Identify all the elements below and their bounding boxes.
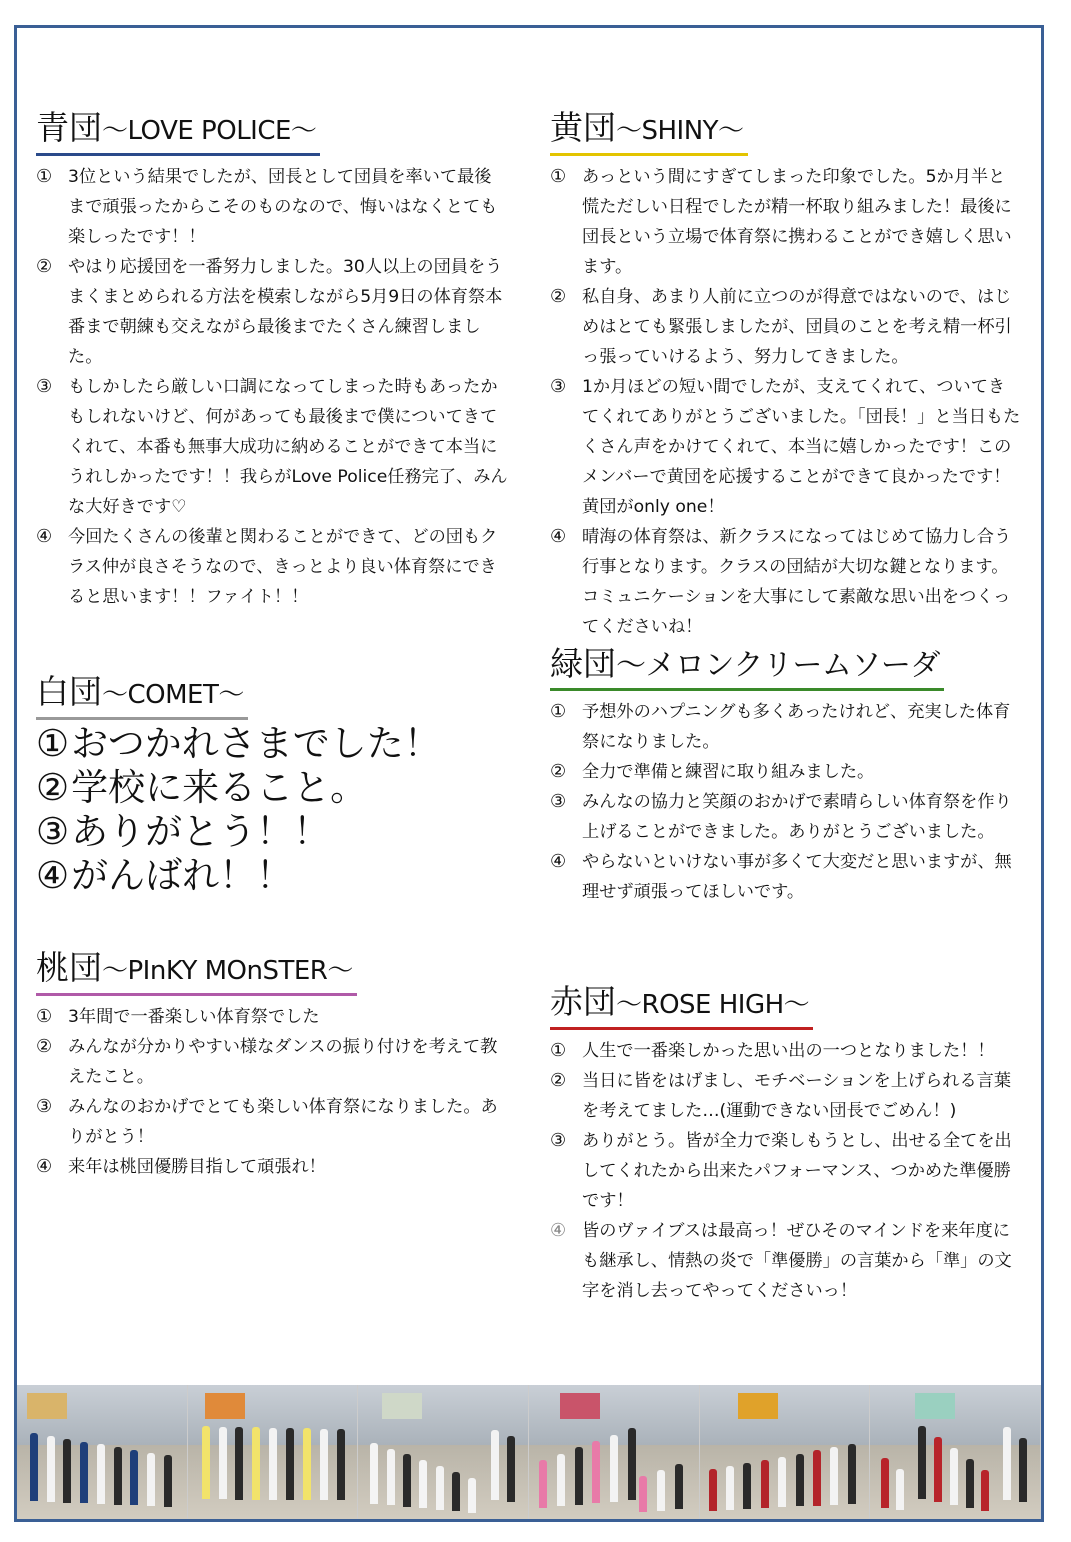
answer-number: ④: [550, 1220, 567, 1241]
white-team-title: [36, 672, 248, 720]
yellow-team-title: [550, 108, 748, 156]
photo-person: [219, 1427, 227, 1500]
photo-background: [700, 1385, 870, 1445]
answer-item: [550, 282, 1022, 372]
photo-person: [796, 1454, 804, 1507]
photo-person: [896, 1469, 904, 1510]
answer-text: ありがとう！！: [71, 810, 331, 853]
answer-text: 3位という結果でしたが、団長として団員を率いて最後まで頑張ったからこそのものなので、悔いはなくとても楽しったです！！: [68, 167, 498, 247]
white-team-title-en: 〜COMET〜: [102, 680, 244, 710]
photo-person: [743, 1463, 751, 1509]
yellow-team-title-en: 〜SHINY〜: [616, 116, 744, 146]
red-team-title: [550, 982, 813, 1030]
answer-text: 来年は桃団優勝目指して頑張れ！: [68, 1157, 326, 1177]
photo-person: [848, 1444, 856, 1504]
answer-number: ③: [550, 1130, 567, 1151]
photo-person: [337, 1429, 345, 1500]
answer-text: 今回たくさんの後輩と関わることができて、どの団もクラス仲が良さそうなので、きっとより良い体育祭にできると思います！！ファイト！！: [68, 527, 498, 607]
photo-person: [114, 1447, 122, 1505]
answer-number: ②: [36, 256, 53, 277]
answer-text: 学校に来ること。: [71, 766, 368, 809]
answer-item: [36, 1002, 508, 1032]
answer-number: ④: [36, 526, 53, 547]
answer-item: [36, 252, 508, 372]
photo-person: [269, 1428, 277, 1500]
answer-text: 3年間で一番楽しい体育祭でした: [68, 1007, 320, 1027]
photo-person: [320, 1429, 328, 1500]
answer-number: ①: [36, 166, 53, 187]
pink-team-section: [36, 948, 508, 1182]
photo-person: [403, 1454, 411, 1506]
blue-team-title-jp: 青団: [36, 108, 102, 147]
answer-text: 人生で一番楽しかった思い出の一つとなりました！！: [582, 1041, 995, 1061]
photo-person: [557, 1454, 565, 1507]
answer-number: ②: [550, 286, 567, 307]
red-team-answers: [550, 1036, 1022, 1306]
photo-person: [30, 1433, 38, 1501]
answer-number: ④: [550, 526, 567, 547]
photo-person: [966, 1459, 974, 1508]
photo-person: [657, 1470, 665, 1511]
white-team-answers: [36, 722, 508, 898]
answer-text: みんなのおかげでとても楽しい体育祭になりました。ありがとう！: [68, 1097, 498, 1147]
answer-item: [36, 162, 508, 252]
photo-person: [981, 1470, 989, 1511]
answer-number: ②: [36, 766, 70, 809]
blue-team-answers: [36, 162, 508, 612]
photo-person: [639, 1476, 647, 1512]
yellow-team-title-jp: 黄団: [550, 108, 616, 147]
answer-text: やはり応援団を一番努力しました。30人以上の団員をうまくまとめられる方法を模索しながら5月9日の体育祭本番まで朝練も交えながら最後までたくさん練習しました。: [68, 257, 503, 367]
white-team-title-jp: 白団: [36, 672, 102, 711]
answer-text: 1か月ほどの短い間でしたが、支えてくれて、ついてきてくれてありがとうございました。「団長！」と当日もたくさん声をかけてくれて、本当に嬉しかったです！このメンバーで黄団を応援することができて良かったです！黄団がonly one！: [582, 377, 1021, 517]
photo-person: [950, 1448, 958, 1505]
photo-person: [592, 1441, 600, 1503]
photo-person: [918, 1426, 926, 1499]
red-team-photo: [700, 1385, 871, 1519]
photo-person: [813, 1450, 821, 1505]
green-team-answers: [550, 697, 1022, 907]
answer-item: [550, 1126, 1022, 1216]
answer-number: ②: [550, 761, 567, 782]
answer-item: [550, 1066, 1022, 1126]
photo-banner: [738, 1393, 778, 1419]
answer-text: がんばれ！！: [71, 854, 294, 897]
photo-person: [709, 1469, 717, 1510]
photo-person: [419, 1460, 427, 1508]
answer-number: ③: [36, 810, 70, 853]
photo-person: [507, 1436, 515, 1502]
photo-person: [370, 1443, 378, 1504]
photo-person: [147, 1453, 155, 1507]
answer-number: ①: [550, 701, 567, 722]
answer-item: [36, 722, 508, 766]
red-team-title-jp: 赤団: [550, 982, 616, 1021]
photo-person: [164, 1455, 172, 1507]
answer-item: [36, 1092, 508, 1152]
photo-person: [63, 1439, 71, 1503]
photo-person: [675, 1464, 683, 1509]
answer-text: 晴海の体育祭は、新クラスになってはじめて協力し合う行事となります。クラスの団結が大切な鍵となります。コミュニケーションを大事にして素敵な思い出をつくってくださいね！: [582, 527, 1012, 637]
photo-person: [452, 1472, 460, 1511]
answer-text: みんなが分かりやすい様なダンスの振り付けを考えて教えたこと。: [68, 1037, 498, 1087]
answer-number: ④: [550, 851, 567, 872]
answer-number: ①: [36, 1006, 53, 1027]
photo-person: [97, 1444, 105, 1504]
answer-text: やらないといけない事が多くて大変だと思いますが、無理せず頑張ってほしいです。: [582, 852, 1012, 902]
pink-team-title: [36, 948, 357, 996]
answer-text: もしかしたら厳しい口調になってしまった時もあったかもしれないけど、何があっても最後まで僕についてきてくれて、本番も無事大成功に納めることができて本当にうれしかったです！！我らがLove Police任務完了、みんな大好きです♡: [68, 377, 508, 517]
photo-person: [830, 1447, 838, 1505]
answer-number: ④: [36, 854, 70, 897]
green-team-photo: [870, 1385, 1041, 1519]
photo-person: [235, 1427, 243, 1500]
photo-person: [1019, 1438, 1027, 1502]
blue-team-title-en: 〜LOVE POLICE〜: [102, 116, 317, 146]
photo-person: [539, 1460, 547, 1508]
answer-number: ③: [36, 1096, 53, 1117]
answer-number: ③: [550, 376, 567, 397]
yellow-team-answers: [550, 162, 1022, 642]
photo-strip: [17, 1385, 1041, 1519]
photo-person: [610, 1435, 618, 1502]
answer-item: [36, 1032, 508, 1092]
green-team-title-en: 〜メロンクリームソーダ: [616, 648, 940, 683]
green-team-title-jp: 緑団: [550, 644, 616, 683]
blue-team-photo: [17, 1385, 188, 1519]
answer-item: [550, 787, 1022, 847]
photo-person: [778, 1457, 786, 1508]
white-team-section: [36, 672, 508, 898]
answer-item: [36, 766, 508, 810]
photo-banner: [382, 1393, 422, 1419]
photo-person: [286, 1428, 294, 1500]
answer-item: [550, 372, 1022, 522]
green-team-title: [550, 644, 944, 691]
photo-person: [726, 1466, 734, 1509]
answer-text: 当日に皆をはげまし、モチベーションを上げられる言葉を考えてました…(運動できない団長でごめん！): [582, 1071, 1012, 1121]
answer-item: [36, 372, 508, 522]
photo-banner: [205, 1393, 245, 1419]
answer-item: [550, 1216, 1022, 1306]
answer-text: ありがとう。皆が全力で楽しもうとし、出せる全てを出してくれたから出来たパフォーマンス、つかめた準優勝です！: [582, 1131, 1012, 1211]
answer-number: ②: [550, 1070, 567, 1091]
blue-team-section: [36, 108, 508, 612]
answer-text: あっという間にすぎてしまった印象でした。5か月半と慌ただしい日程でしたが精一杯取り組みました！最後に団長という立場で体育祭に携わることができ嬉しく思います。: [582, 167, 1012, 277]
photo-person: [387, 1449, 395, 1506]
photo-person: [1003, 1427, 1011, 1499]
photo-person: [491, 1430, 499, 1500]
answer-item: [550, 1036, 1022, 1066]
answer-number: ③: [36, 376, 53, 397]
photo-banner: [27, 1393, 67, 1419]
answer-item: [550, 757, 1022, 787]
photo-person: [202, 1426, 210, 1499]
answer-item: [550, 697, 1022, 757]
pink-team-photo: [529, 1385, 700, 1519]
yellow-team-photo: [188, 1385, 359, 1519]
answer-item: [550, 847, 1022, 907]
photo-person: [303, 1428, 311, 1499]
answer-number: ①: [550, 1040, 567, 1061]
photo-person: [436, 1466, 444, 1509]
photo-person: [628, 1428, 636, 1499]
answer-text: おつかれさまでした！: [71, 722, 441, 765]
white-team-photo: [358, 1385, 529, 1519]
answer-item: [550, 162, 1022, 282]
photo-banner: [560, 1393, 600, 1419]
answer-item: [36, 854, 508, 898]
answer-number: ④: [36, 1156, 53, 1177]
answer-number: ③: [550, 791, 567, 812]
answer-text: 私自身、あまり人前に立つのが得意ではないので、はじめはとても緊張しましたが、団員のことを考え精一杯引っ張っていけるよう、努力してきました。: [582, 287, 1012, 367]
answer-item: [36, 810, 508, 854]
answer-text: みんなの協力と笑顔のおかげで素晴らしい体育祭を作り上げることができました。ありがとうございました。: [582, 792, 1012, 842]
answer-number: ②: [36, 1036, 53, 1057]
green-team-section: [550, 644, 1022, 907]
answer-text: 全力で準備と練習に取り組みました。: [582, 762, 875, 782]
photo-person: [575, 1447, 583, 1504]
red-team-title-en: 〜ROSE HIGH〜: [616, 990, 810, 1020]
answer-item: [36, 1152, 508, 1182]
photo-person: [80, 1442, 88, 1504]
pink-team-title-en: 〜PInKY MOnSTER〜: [102, 956, 353, 986]
photo-person: [252, 1427, 260, 1499]
answer-text: 皆のヴァイブスは最高っ！ぜひそのマインドを来年度にも継承し、情熱の炎で「準優勝」の言葉から「準」の文字を消し去ってやってくださいっ！: [582, 1221, 1012, 1301]
answer-item: [550, 522, 1022, 642]
answer-number: ①: [36, 722, 70, 765]
photo-person: [761, 1460, 769, 1508]
photo-person: [47, 1436, 55, 1502]
photo-person: [934, 1437, 942, 1502]
blue-team-title: [36, 108, 320, 156]
answer-text: 予想外のハプニングも多くあったけれど、充実した体育祭になりました。: [582, 702, 1011, 752]
pink-team-title-jp: 桃団: [36, 948, 102, 987]
red-team-section: [550, 982, 1022, 1306]
photo-person: [130, 1450, 138, 1506]
pink-team-answers: [36, 1002, 508, 1182]
photo-banner: [915, 1393, 955, 1419]
yellow-team-section: [550, 108, 1022, 642]
photo-person: [468, 1478, 476, 1513]
answer-item: [36, 522, 508, 612]
photo-person: [881, 1458, 889, 1508]
answer-number: ①: [550, 166, 567, 187]
